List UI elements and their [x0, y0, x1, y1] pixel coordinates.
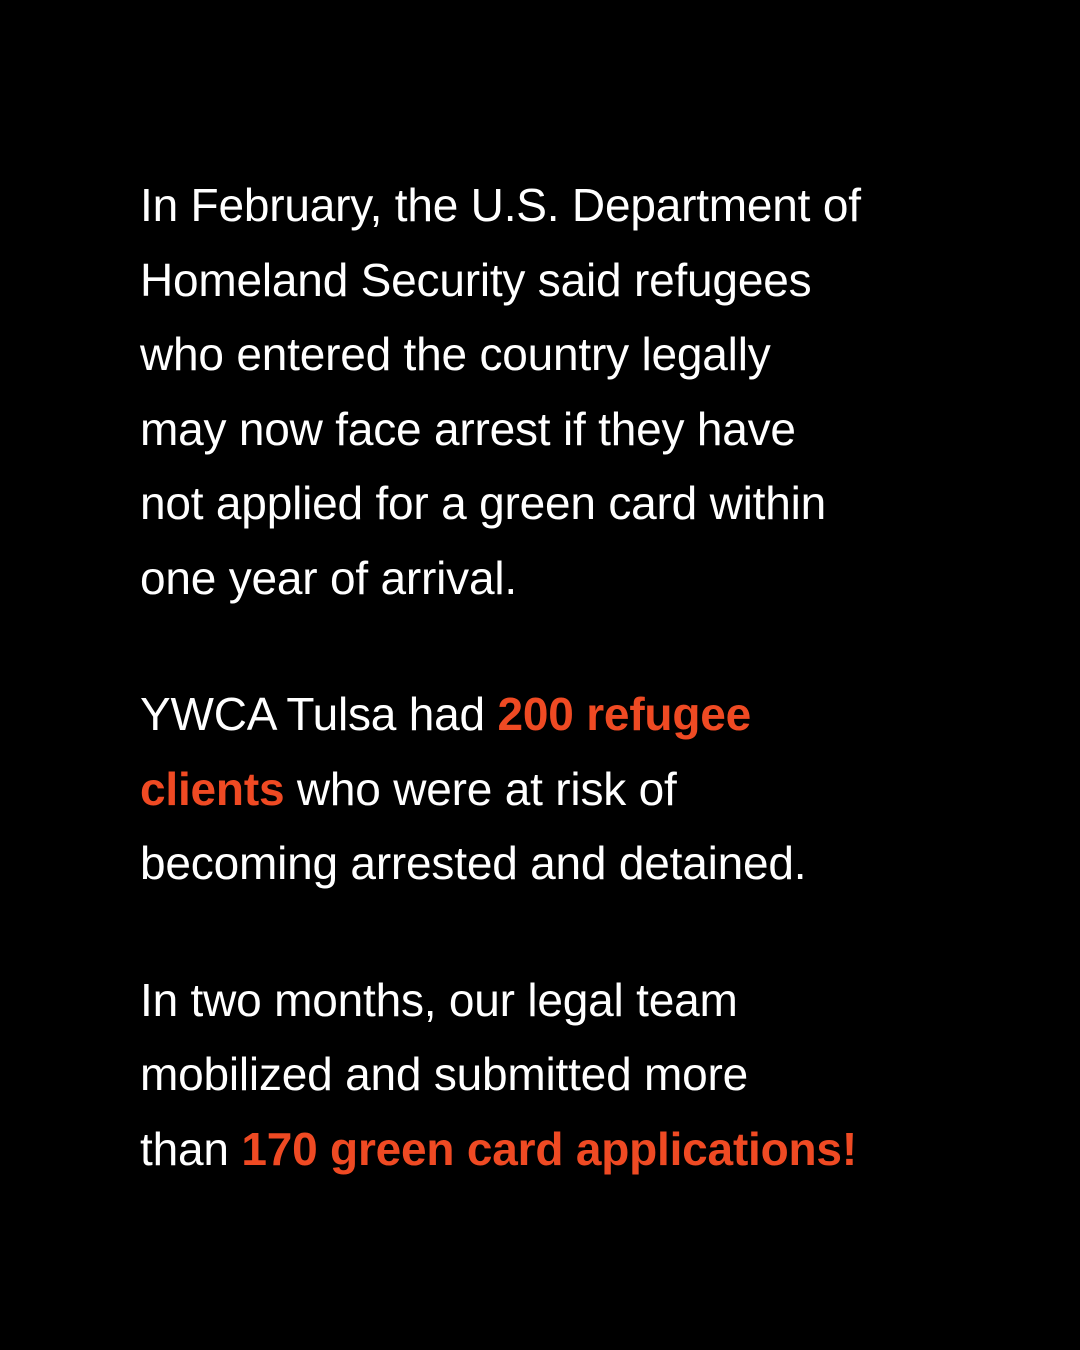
highlight-client-count: 200 refugee: [497, 688, 751, 740]
text-line: mobilized and submitted more: [140, 1048, 749, 1100]
text-line: [140, 1112, 960, 1187]
text-line: who entered the country legally: [140, 328, 771, 380]
statement-text: [140, 168, 960, 1186]
highlight-applications: 170 green card applications!: [241, 1122, 857, 1175]
text-line: In two months, our legal team: [140, 973, 738, 1026]
highlight-clients: clients: [140, 762, 285, 815]
text-segment: YWCA Tulsa had: [140, 688, 498, 740]
paragraph-ywca-clients: [140, 677, 960, 901]
text-segment: than: [140, 1122, 242, 1175]
text-line: not applied for a green card within: [140, 477, 826, 529]
text-line: [140, 677, 960, 752]
text-line: becoming arrested and detained.: [140, 837, 807, 889]
text-line: [140, 752, 960, 827]
text-line: In February, the U.S. Department of: [140, 179, 861, 231]
text-line: one year of arrival.: [140, 551, 517, 604]
text-segment: who were at risk of: [284, 762, 677, 815]
text-line: Homeland Security said refugees: [140, 253, 812, 306]
paragraph-dhs-policy: [140, 168, 960, 615]
paragraph-legal-team: [140, 963, 960, 1187]
text-line: may now face arrest if they have: [140, 402, 796, 455]
